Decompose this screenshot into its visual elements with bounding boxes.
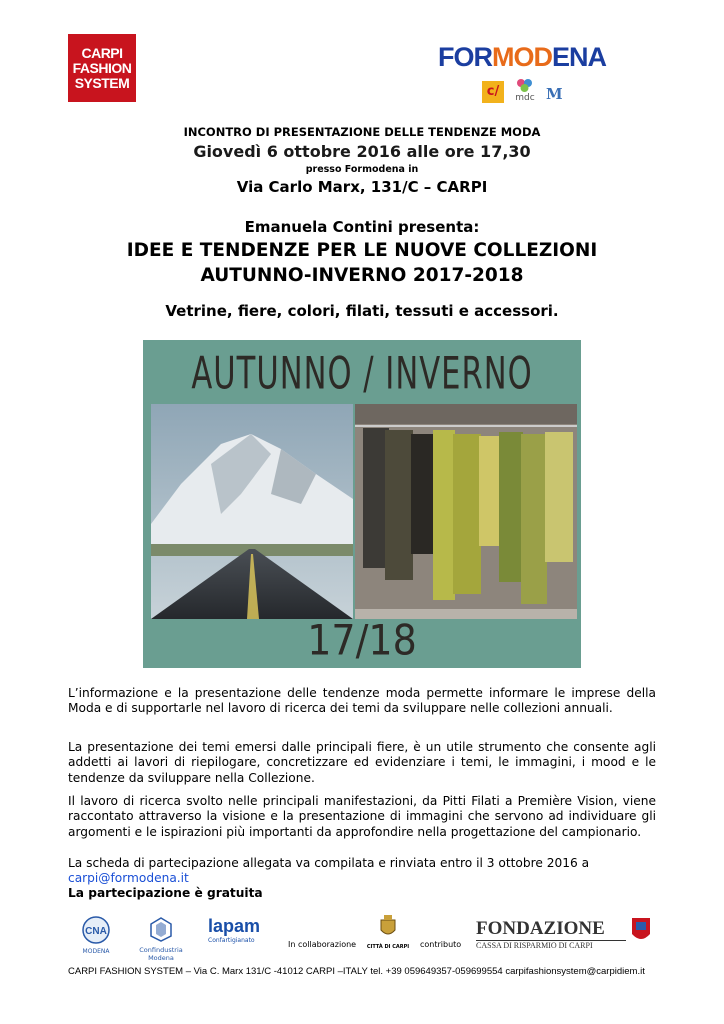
event-presso: presso Formodena in (305, 164, 419, 175)
autunno-inverno-poster (143, 340, 581, 668)
formodena-sub-logos (482, 77, 628, 103)
confindustria-emblem-icon (149, 916, 173, 942)
event-address: Via Carlo Marx, 131/C – CARPI (236, 178, 488, 196)
fondazione-sub: CASSA DI RISPARMIO DI CARPI (476, 940, 626, 950)
logo-line: FASHION (72, 59, 132, 76)
confindustria-text: Confindustria Modena (139, 946, 183, 962)
event-title (0, 238, 724, 288)
fondazione-text: FONDAZIONE (476, 918, 605, 939)
m-logo-text: M (546, 85, 563, 103)
cna-emblem-icon (79, 916, 113, 944)
carpi-fashion-system-logo (68, 34, 136, 102)
fondazione-logo (476, 918, 626, 950)
mdc-logo (514, 77, 536, 103)
paragraph-2: La presentazione dei temi emersi dalle principali fiere, è un utile strumento che consente agli addetti ai lavori di riepilogare, concretizzare ed evidenziare i temi, le immagini, i mood e le tendenze da sviluppare nella Collezione. (68, 740, 656, 785)
citta-di-carpi-logo (366, 914, 410, 950)
crest-icon (378, 914, 398, 940)
event-title-line2: AUTUNNO-INVERNO 2017-2018 (200, 265, 524, 286)
paragraph-4: La scheda di partecipazione allegata va compilata e rinviata entro il 3 ottobre 2016 a (68, 856, 590, 870)
lapam-text: lapam (208, 916, 261, 936)
logo-line: SYSTEM (74, 74, 130, 91)
poster-year: 17/18 (307, 615, 417, 665)
citta-text: CITTÀ DI CARPI (366, 944, 410, 950)
fondazione-crest-icon (630, 916, 652, 944)
confindustria-logo (126, 916, 196, 962)
mountain-road-photo (151, 404, 353, 619)
event-title-line1: IDEE E TENDENZE PER LE NUOVE COLLEZIONI (126, 240, 598, 261)
cfs-small-logo: c/ (482, 81, 504, 103)
formodena-logo-part: FOR (438, 42, 492, 72)
m-logo (546, 85, 563, 103)
footer-contact: CARPI FASHION SYSTEM – Via C. Marx 131/C -41012 CARPI –ITALY tel. +39 059649357-059699554 carpifashionsystem@carpidiem.it (68, 966, 645, 977)
clothing-rack-photo (355, 404, 577, 619)
paragraph-1: L’informazione e la presentazione delle tendenze moda permette informare le imprese della Moda e di supportarle nel lavoro di ricerca dei temi da sviluppare nelle collezioni annuali. (68, 686, 656, 716)
event-presenter: Emanuela Contini presenta: (244, 218, 480, 236)
event-intro: INCONTRO DI PRESENTAZIONE DELLE TENDENZE MODA (183, 125, 541, 139)
formodena-logo (438, 42, 628, 103)
poster-title: AUTUNNO / INVERNO (191, 348, 533, 400)
cna-sub: MODENA (82, 948, 110, 955)
collab-label: In collaborazione (288, 940, 357, 949)
svg-text:CNA: CNA (85, 926, 107, 937)
contributo-label: contributo (420, 940, 462, 949)
mdc-logo-text: mdc (515, 93, 535, 103)
free-participation: La partecipazione è gratuita (68, 886, 263, 900)
formodena-logo-part: MOD (492, 42, 552, 72)
sponsor-logos (68, 912, 656, 960)
event-subtitle: Vetrine, fiere, colori, filati, tessuti e accessori. (165, 302, 559, 320)
paragraph-3: Il lavoro di ricerca svolto nelle principali manifestazioni, da Pitti Filati a Première Vision, viene raccontato attraverso la visione e la presentazione di immagini che servono ad individuare gli argomenti e le ispirazioni più importanti da approfondire nella progettazione del campionario. (68, 794, 656, 839)
flower-icon (514, 77, 536, 93)
logo-line: CARPI (81, 44, 123, 61)
email-link[interactable]: carpi@formodena.it (68, 871, 189, 885)
lapam-logo (208, 916, 272, 944)
event-date: Giovedì 6 ottobre 2016 alle ore 17,30 (193, 142, 531, 161)
lapam-sub: Confartigianato (208, 937, 255, 944)
cna-logo (76, 916, 116, 955)
formodena-logo-part: ENA (552, 42, 607, 72)
